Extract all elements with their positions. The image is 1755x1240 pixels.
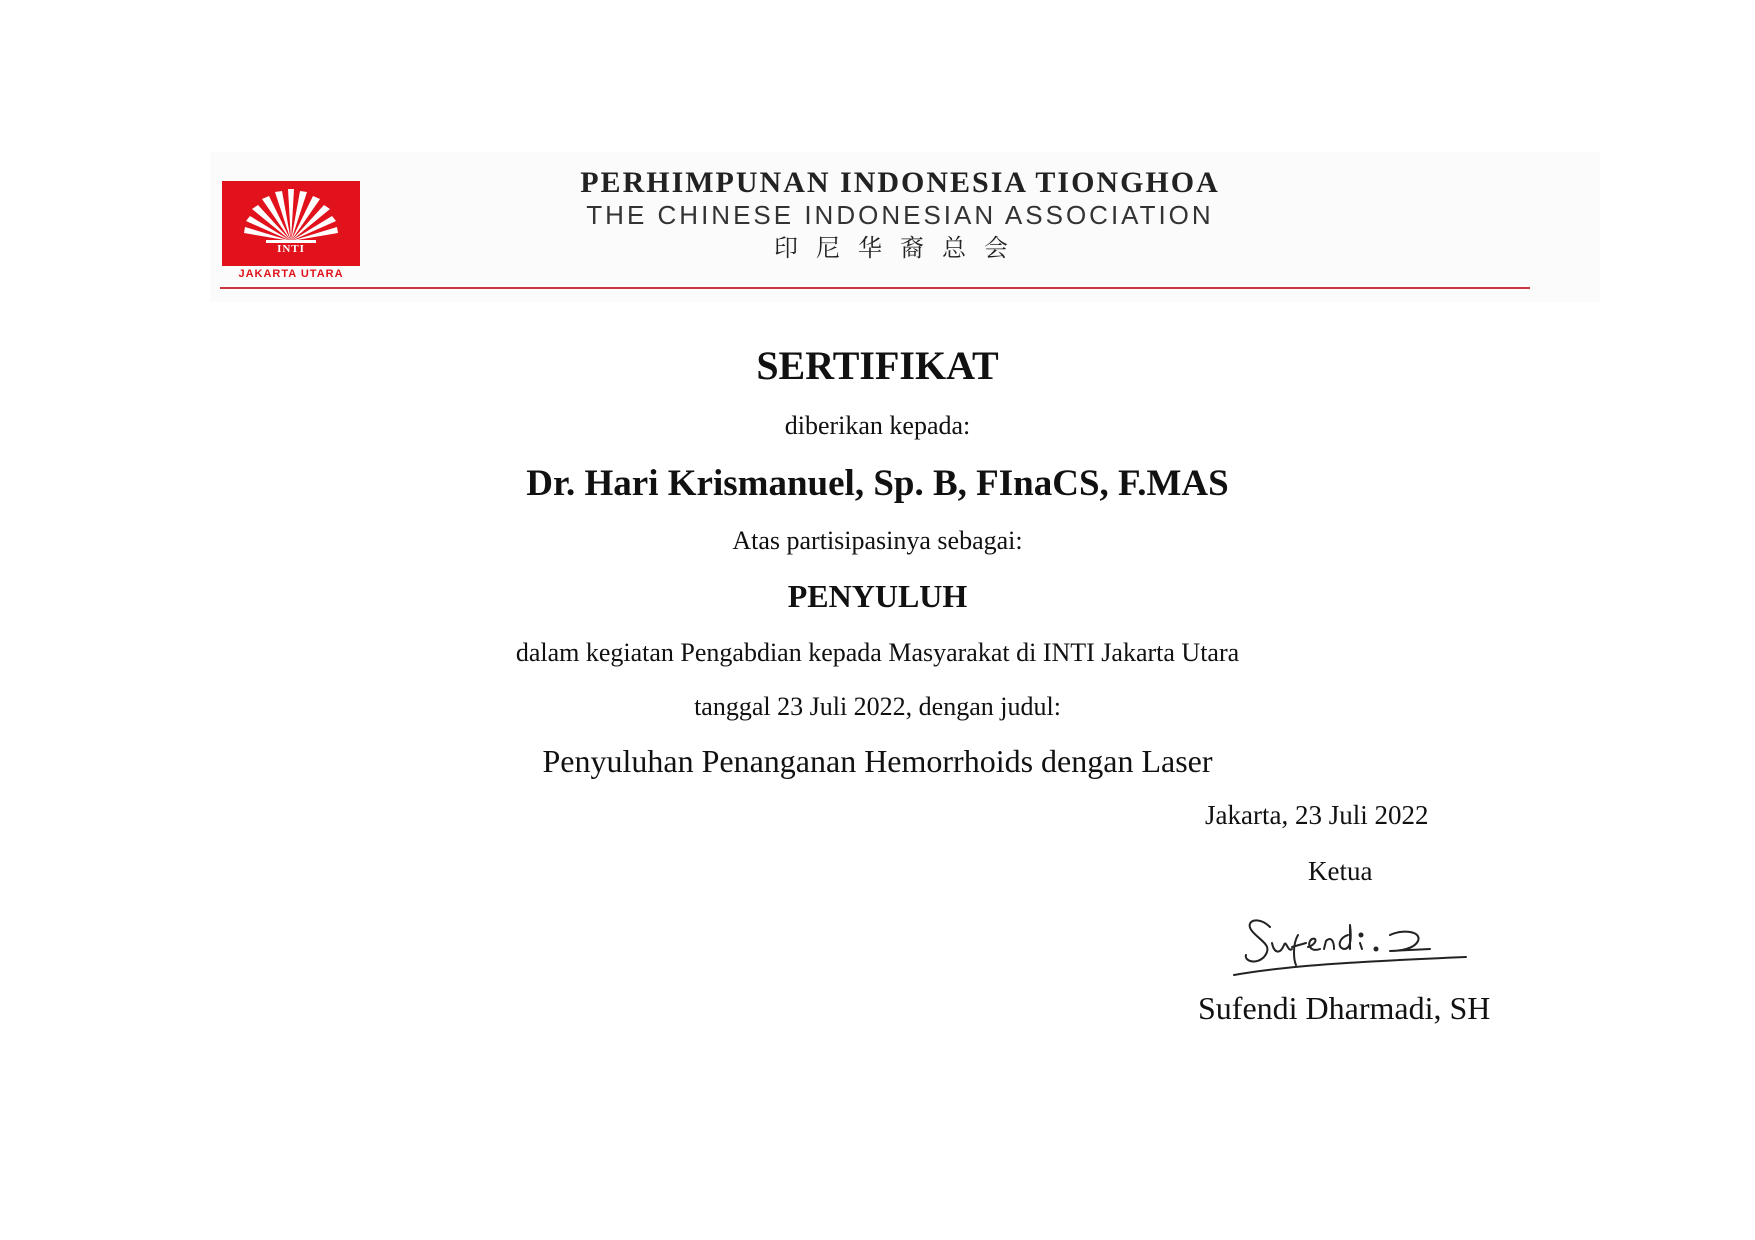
- handwritten-signature: [1230, 905, 1470, 985]
- participation-label: Atas partisipasinya sebagai:: [732, 526, 1023, 555]
- role-title: PENYULUH: [787, 578, 968, 614]
- logo-red-box: [222, 181, 360, 266]
- place-date: Jakarta, 23 Juli 2022: [1205, 800, 1429, 830]
- activity-description: dalam kegiatan Pengabdian kepada Masyarakat di INTI Jakarta Utara: [515, 638, 1240, 667]
- logo-region-text: JAKARTA UTARA: [238, 268, 344, 280]
- inti-logo: [222, 181, 360, 285]
- signer-position: Ketua: [1308, 856, 1373, 886]
- header-divider: [220, 287, 1530, 289]
- date-line: tanggal 23 Juli 2022, dengan judul:: [694, 692, 1061, 721]
- recipient-name: Dr. Hari Krismanuel, Sp. B, FInaCS, F.MAS: [526, 463, 1229, 504]
- org-name: PERHIMPUNAN INDONESIA TIONGHOA: [580, 166, 1220, 199]
- org-name-chinese: 印尼华裔总会: [774, 234, 1026, 262]
- signer-name: Sufendi Dharmadi, SH: [1198, 990, 1491, 1026]
- logo-inti-text: INTI: [277, 243, 305, 255]
- given-to-label: diberikan kepada:: [784, 411, 971, 440]
- org-name-english: THE CHINESE INDONESIAN ASSOCIATION: [586, 200, 1214, 230]
- topic-title: Penyuluhan Penanganan Hemorrhoids dengan Laser: [542, 743, 1213, 779]
- certificate-title: SERTIFIKAT: [756, 343, 999, 388]
